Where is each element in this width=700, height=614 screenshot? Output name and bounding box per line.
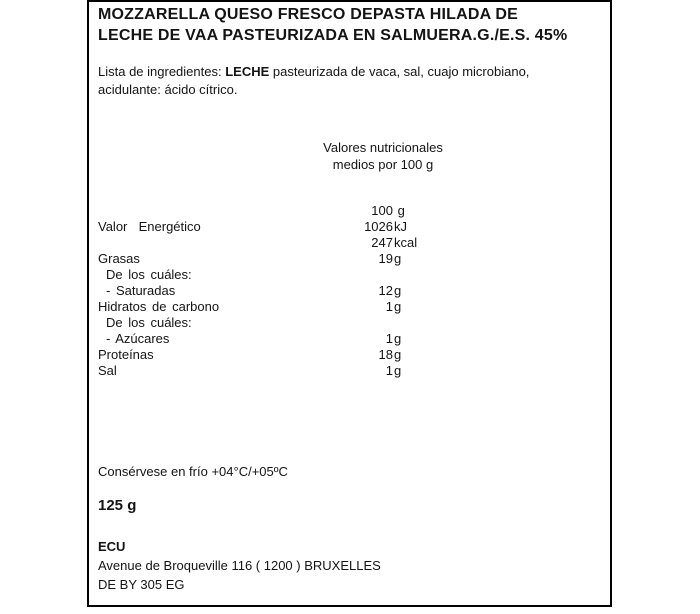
- nutrition-row-unit: g: [394, 347, 402, 362]
- product-title: [98, 4, 567, 46]
- nutrition-row-unit: [393, 315, 610, 331]
- nutrition-row-unit: g: [394, 331, 402, 346]
- ingredients-line1-suffix: pasteurizada de vaca, sal, cuajo microbiano,: [269, 64, 530, 79]
- product-title-line1: MOZZARELLA QUESO FRESCO DEPASTA HILADA DE: [98, 6, 519, 23]
- nutrition-row-unit: g: [394, 251, 402, 266]
- nutrition-row-value: 247: [371, 235, 393, 250]
- producer-address: Avenue de Broqueville 116 ( 1200 ) BRUXELLES: [98, 558, 381, 573]
- nutrition-header-line1: Valores nutricionales: [323, 140, 443, 155]
- storage-instructions: Consérvese en frío +04°C/+05ºC: [98, 464, 288, 479]
- nutrition-row-sugars: [89, 331, 610, 347]
- nutrition-row-label: De los cuáles:: [106, 315, 192, 330]
- nutrition-row-label: [98, 235, 293, 251]
- ingredients-list: [98, 63, 529, 99]
- nutrition-row-unit: kcal: [394, 235, 418, 250]
- nutrition-row-saturates: [89, 283, 610, 299]
- ingredients-line2: acidulante: ácido cítrico.: [98, 82, 238, 97]
- producer-code: DE BY 305 EG: [98, 577, 185, 592]
- nutrition-row-value: 100: [371, 203, 393, 218]
- product-title-line2: LECHE DE VAA PASTEURIZADA EN SALMUERA.G./E.S. 45%: [98, 27, 568, 44]
- producer-name: ECU: [98, 539, 126, 554]
- nutrition-row-per100g: [89, 203, 610, 219]
- nutrition-row-ofwhich-fat: [89, 267, 610, 283]
- nutrition-row-ofwhich-carbs: [89, 315, 610, 331]
- nutrition-row-label: Grasas: [98, 251, 140, 266]
- nutrition-row-label: Hidratos de carbono: [98, 299, 220, 314]
- nutrition-row-protein: [89, 347, 610, 363]
- nutrition-row-salt: [89, 363, 610, 379]
- nutrition-row-value: 18: [378, 347, 393, 362]
- nutrition-row-unit: g: [394, 203, 405, 218]
- nutrition-row-fat: [89, 251, 610, 267]
- producer-block: [98, 537, 381, 594]
- nutrition-row-unit: [393, 267, 610, 283]
- nutrition-row-value: 1026: [364, 219, 393, 234]
- ingredients-line1: [98, 63, 529, 81]
- nutrition-row-value: 1: [385, 299, 393, 314]
- nutrition-row-unit: kJ: [394, 219, 407, 234]
- nutrition-table: [89, 203, 610, 379]
- nutrition-row-energy-kj: [89, 219, 610, 235]
- nutrition-row-value: 1: [385, 331, 393, 346]
- nutrition-row-value: [293, 267, 393, 283]
- nutrition-header: [263, 139, 503, 173]
- nutrition-row-label: [98, 203, 293, 219]
- nutrition-row-label: - Azúcares: [106, 331, 170, 346]
- nutrition-row-value: 1: [385, 363, 393, 378]
- nutrition-row-label: Valor Energético: [98, 219, 201, 234]
- nutrition-row-energy-kcal: [89, 235, 610, 251]
- ingredients-prefix: Lista de ingredientes:: [98, 64, 226, 79]
- nutrition-row-label: - Saturadas: [106, 283, 176, 298]
- nutrition-row-label: De los cuáles:: [106, 267, 192, 282]
- nutrition-row-unit: g: [394, 283, 402, 298]
- allergen-highlight: LECHE: [225, 64, 270, 79]
- nutrition-header-line2: medios por 100 g: [332, 157, 434, 172]
- nutrition-row-label: Sal: [98, 363, 117, 378]
- nutrition-row-value: [293, 315, 393, 331]
- nutrition-row-value: 19: [378, 251, 393, 266]
- nutrition-row-carbohydrate: [89, 299, 610, 315]
- nutrition-row-unit: g: [394, 299, 402, 314]
- nutrition-row-value: 12: [378, 283, 393, 298]
- nutrition-row-unit: g: [394, 363, 402, 378]
- net-weight: 125 g: [98, 497, 137, 514]
- nutrition-row-label: Proteínas: [98, 347, 154, 362]
- product-label-border-box: [87, 0, 612, 607]
